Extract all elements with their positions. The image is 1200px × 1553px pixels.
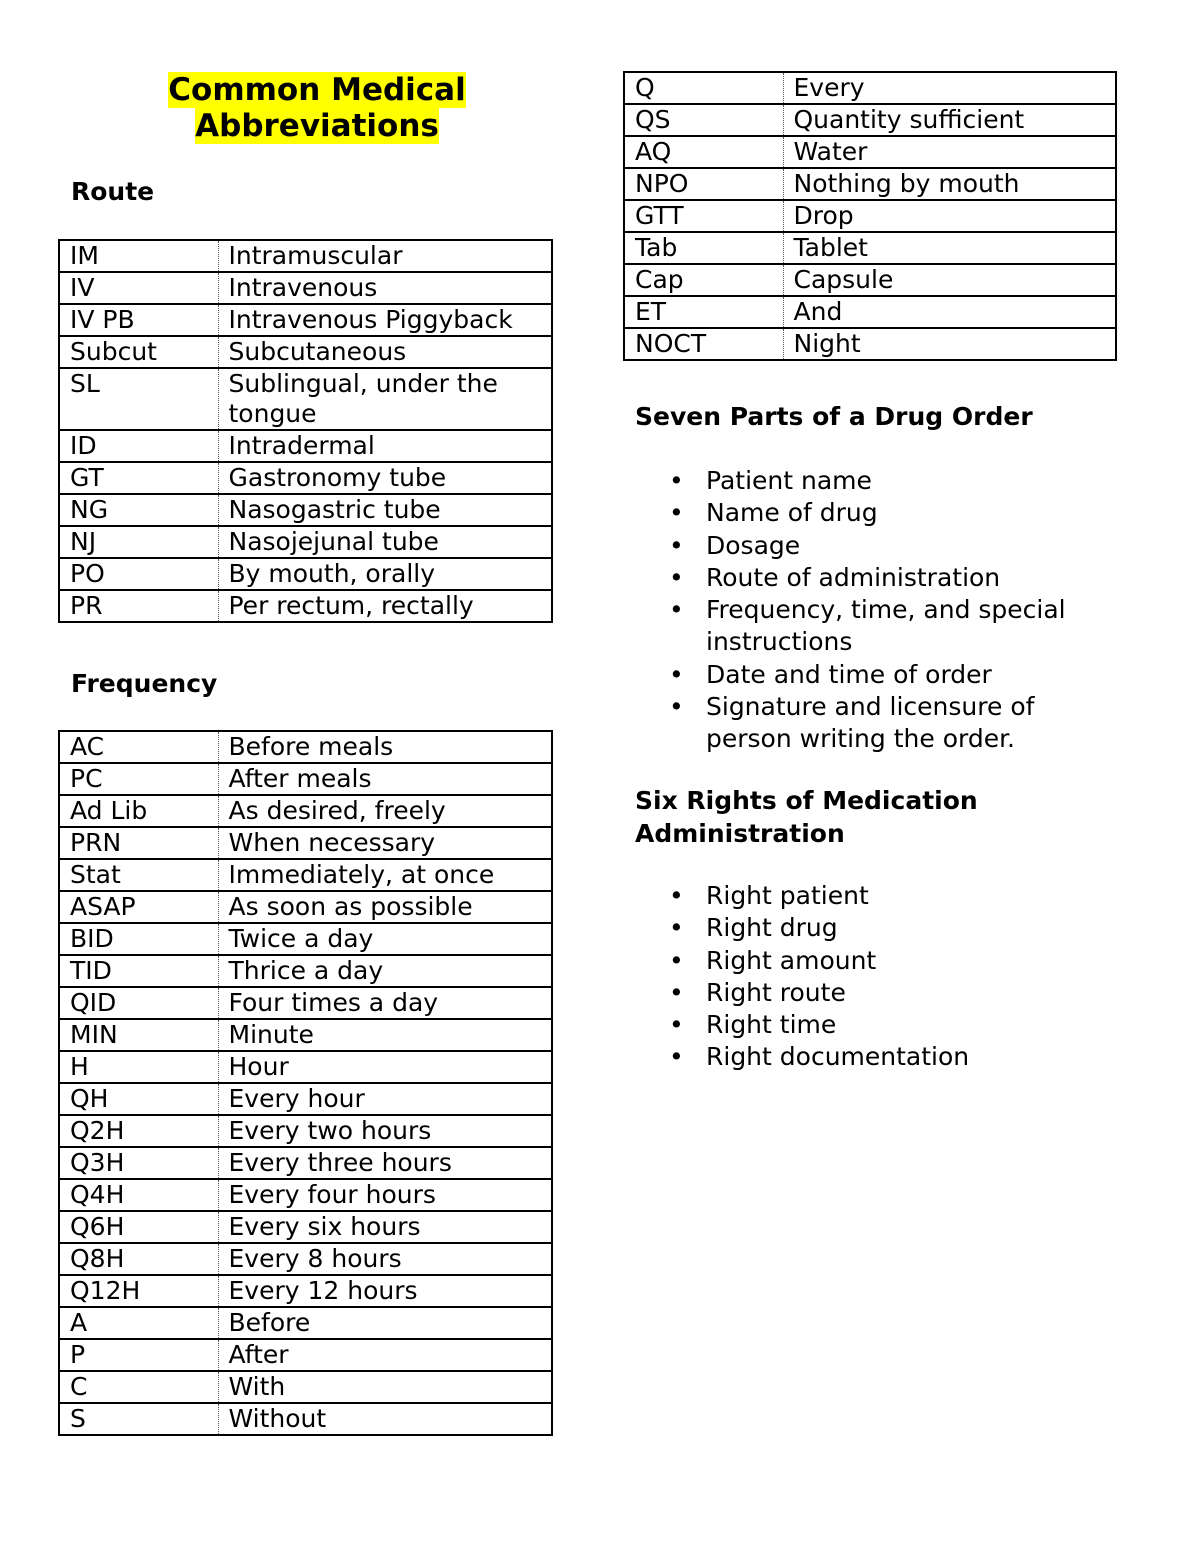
table-row [59, 731, 552, 763]
table-row [59, 1243, 552, 1275]
meaning-cell: Every 8 hours [218, 1243, 552, 1275]
list-item: • Right time [635, 1009, 1115, 1041]
abbreviation-cell: GTT [624, 200, 783, 232]
table-row [59, 1371, 552, 1403]
meaning-cell: Before [218, 1307, 552, 1339]
meaning-cell: When necessary [218, 827, 552, 859]
abbreviation-cell: AC [59, 731, 218, 763]
abbreviation-cell: BID [59, 923, 218, 955]
abbreviation-cell: Ad Lib [59, 795, 218, 827]
table-row [59, 494, 552, 526]
abbreviation-cell: NPO [624, 168, 783, 200]
meaning-cell: Nasojejunal tube [218, 526, 552, 558]
list-item: • Right patient [635, 880, 1115, 912]
meaning-cell: Without [218, 1403, 552, 1435]
abbreviation-cell: IV PB [59, 304, 218, 336]
abbreviation-cell: Q12H [59, 1275, 218, 1307]
abbreviation-cell: P [59, 1339, 218, 1371]
table-row [59, 1403, 552, 1435]
list-item: • Right route [635, 977, 1115, 1009]
route-table [58, 239, 553, 623]
table-row [624, 104, 1116, 136]
table-row [59, 590, 552, 622]
title-line-1: Common Medical [168, 72, 466, 108]
meaning-cell: Every hour [218, 1083, 552, 1115]
table-row [59, 558, 552, 590]
meaning-cell: Gastronomy tube [218, 462, 552, 494]
abbreviation-cell: H [59, 1051, 218, 1083]
abbreviation-cell: AQ [624, 136, 783, 168]
meaning-cell: Hour [218, 1051, 552, 1083]
abbreviation-cell: Subcut [59, 336, 218, 368]
table-row [624, 232, 1116, 264]
meaning-cell: With [218, 1371, 552, 1403]
abbreviation-cell: Q4H [59, 1179, 218, 1211]
table-row [59, 430, 552, 462]
table-row [59, 526, 552, 558]
abbreviation-cell: MIN [59, 1019, 218, 1051]
meaning-cell: Night [783, 328, 1116, 360]
frequency-table [58, 730, 553, 1436]
abbreviation-cell: ID [59, 430, 218, 462]
table-row [59, 955, 552, 987]
table-row [59, 336, 552, 368]
meaning-cell: Thrice a day [218, 955, 552, 987]
table-row [59, 1083, 552, 1115]
table-row [59, 987, 552, 1019]
meaning-cell: Intramuscular [218, 240, 552, 272]
table-row [624, 72, 1116, 104]
abbreviation-cell: PRN [59, 827, 218, 859]
meaning-cell: Every [783, 72, 1116, 104]
abbreviation-cell: PC [59, 763, 218, 795]
table-row [59, 272, 552, 304]
abbreviation-cell: ASAP [59, 891, 218, 923]
other-abbreviations-table [623, 71, 1117, 361]
table-row [59, 1147, 552, 1179]
abbreviation-cell: IV [59, 272, 218, 304]
meaning-cell: Per rectum, rectally [218, 590, 552, 622]
table-row [59, 1211, 552, 1243]
table-row [624, 328, 1116, 360]
list-item: • Right amount [635, 945, 1115, 977]
table-row [624, 200, 1116, 232]
meaning-cell: After meals [218, 763, 552, 795]
six-rights-heading-line-2: Administration [635, 819, 845, 848]
abbreviation-cell: Q [624, 72, 783, 104]
list-item: • Date and time of order [635, 659, 1115, 691]
meaning-cell: Intravenous Piggyback [218, 304, 552, 336]
meaning-cell: Every six hours [218, 1211, 552, 1243]
abbreviation-cell: NOCT [624, 328, 783, 360]
list-item: • Dosage [635, 530, 1115, 562]
meaning-cell: Nasogastric tube [218, 494, 552, 526]
meaning-cell: Tablet [783, 232, 1116, 264]
six-rights-heading-line-1: Six Rights of Medication [635, 786, 978, 815]
abbreviation-cell: Q2H [59, 1115, 218, 1147]
route-heading: Route [71, 177, 155, 206]
table-row [59, 1307, 552, 1339]
abbreviation-cell: C [59, 1371, 218, 1403]
meaning-cell: Before meals [218, 731, 552, 763]
table-row [59, 304, 552, 336]
meaning-cell: By mouth, orally [218, 558, 552, 590]
table-row [59, 923, 552, 955]
meaning-cell: Capsule [783, 264, 1116, 296]
meaning-cell: And [783, 296, 1116, 328]
meaning-cell: As desired, freely [218, 795, 552, 827]
list-item: • Signature and licensure of person writing the order. [635, 691, 1115, 756]
list-item: • Right documentation [635, 1041, 1115, 1073]
meaning-cell: Sublingual, under the tongue [218, 368, 552, 430]
meaning-cell: After [218, 1339, 552, 1371]
drug-order-list [635, 465, 1115, 756]
table-row [59, 1275, 552, 1307]
title-line-2: Abbreviations [195, 108, 439, 144]
table-row [59, 240, 552, 272]
six-rights-list [635, 880, 1115, 1074]
meaning-cell: Quantity sufficient [783, 104, 1116, 136]
meaning-cell: Subcutaneous [218, 336, 552, 368]
table-row [59, 859, 552, 891]
list-item: • Name of drug [635, 497, 1115, 529]
table-row [59, 368, 552, 430]
abbreviation-cell: S [59, 1403, 218, 1435]
table-row [624, 136, 1116, 168]
abbreviation-cell: Cap [624, 264, 783, 296]
meaning-cell: Intravenous [218, 272, 552, 304]
table-row [59, 827, 552, 859]
meaning-cell: Intradermal [218, 430, 552, 462]
abbreviation-cell: Q6H [59, 1211, 218, 1243]
meaning-cell: Nothing by mouth [783, 168, 1116, 200]
abbreviation-cell: Q8H [59, 1243, 218, 1275]
abbreviation-cell: NJ [59, 526, 218, 558]
abbreviation-cell: Q3H [59, 1147, 218, 1179]
list-item: • Right drug [635, 912, 1115, 944]
abbreviation-cell: QID [59, 987, 218, 1019]
meaning-cell: Every four hours [218, 1179, 552, 1211]
abbreviation-cell: GT [59, 462, 218, 494]
table-row [624, 168, 1116, 200]
table-row [59, 462, 552, 494]
meaning-cell: Every 12 hours [218, 1275, 552, 1307]
list-item: • Route of administration [635, 562, 1115, 594]
meaning-cell: Four times a day [218, 987, 552, 1019]
table-row [59, 763, 552, 795]
table-row [624, 264, 1116, 296]
meaning-cell: Twice a day [218, 923, 552, 955]
abbreviation-cell: NG [59, 494, 218, 526]
table-row [59, 1115, 552, 1147]
abbreviation-cell: SL [59, 368, 218, 430]
abbreviation-cell: QS [624, 104, 783, 136]
page-title [58, 72, 576, 144]
table-row [59, 1051, 552, 1083]
drug-order-heading: Seven Parts of a Drug Order [635, 402, 1033, 431]
abbreviation-cell: A [59, 1307, 218, 1339]
table-row [59, 1179, 552, 1211]
table-row [59, 1339, 552, 1371]
meaning-cell: Minute [218, 1019, 552, 1051]
table-row [59, 891, 552, 923]
table-row [59, 1019, 552, 1051]
abbreviation-cell: PO [59, 558, 218, 590]
six-rights-heading [635, 784, 978, 850]
meaning-cell: As soon as possible [218, 891, 552, 923]
meaning-cell: Drop [783, 200, 1116, 232]
frequency-heading: Frequency [71, 669, 218, 698]
abbreviation-cell: PR [59, 590, 218, 622]
abbreviation-cell: Tab [624, 232, 783, 264]
meaning-cell: Every two hours [218, 1115, 552, 1147]
abbreviation-cell: TID [59, 955, 218, 987]
meaning-cell: Immediately, at once [218, 859, 552, 891]
table-row [624, 296, 1116, 328]
abbreviation-cell: QH [59, 1083, 218, 1115]
abbreviation-cell: IM [59, 240, 218, 272]
list-item: • Frequency, time, and special instructions [635, 594, 1115, 659]
abbreviation-cell: Stat [59, 859, 218, 891]
abbreviation-cell: ET [624, 296, 783, 328]
meaning-cell: Water [783, 136, 1116, 168]
meaning-cell: Every three hours [218, 1147, 552, 1179]
table-row [59, 795, 552, 827]
list-item: • Patient name [635, 465, 1115, 497]
